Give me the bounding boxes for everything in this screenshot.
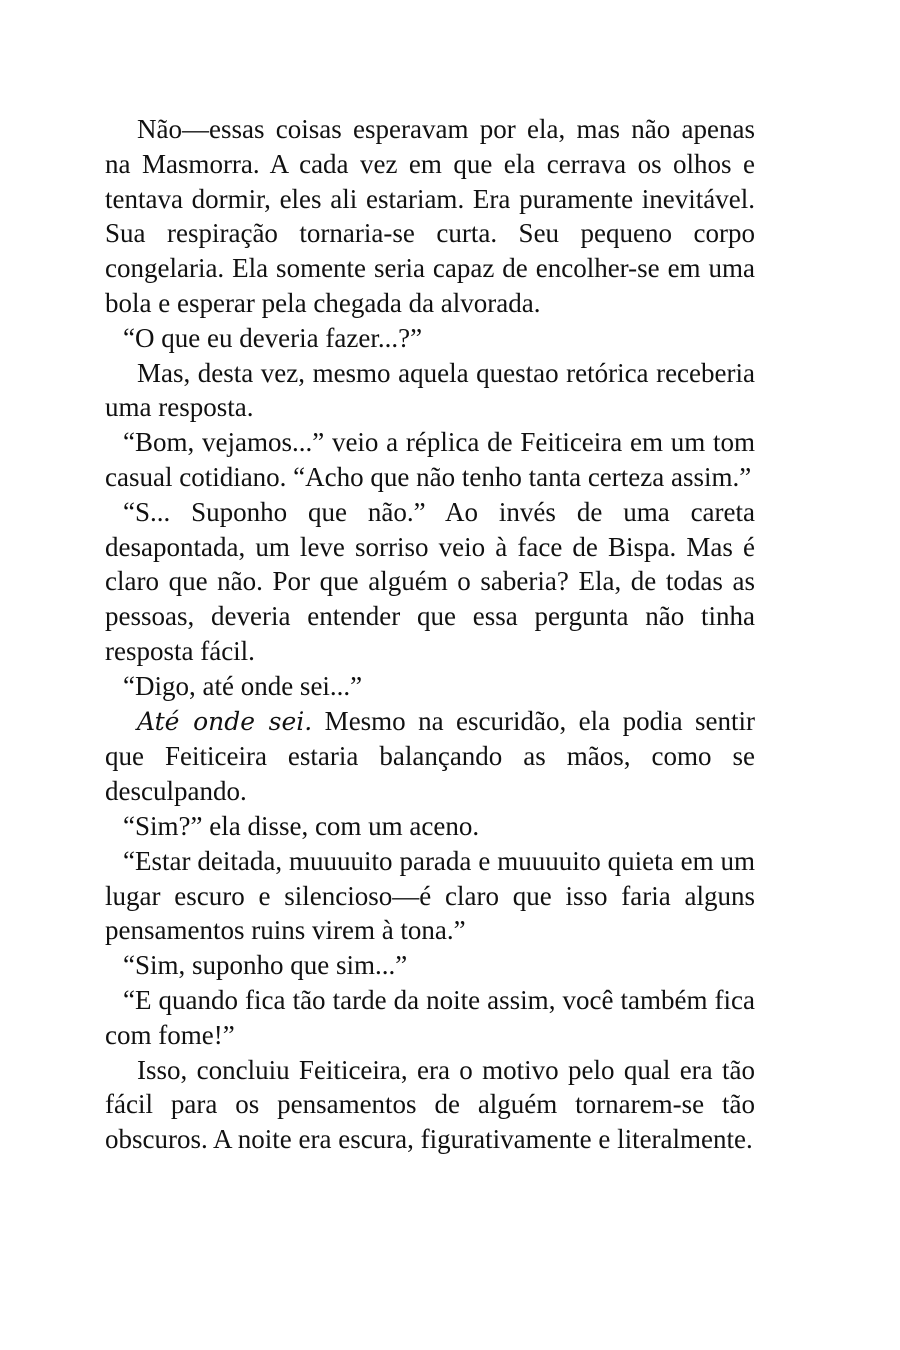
dialog-line: “O que eu deveria fazer...?” [123,322,423,353]
paragraph-with-italic-lead [105,704,755,809]
dialog-line: “Bom, vejamos...” veio a réplica de Feiticeira em um tom casual cotidiano. “Acho que não tenho tanta certeza assim.” [105,427,755,492]
dialog-line: “Digo, até onde sei...” [123,670,363,701]
dialog-line: “Sim, suponho que sim...” [123,950,408,981]
paragraph: Não—essas coisas esperavam por ela, mas não apenas na Masmorra. A cada vez em que ela cerrava os olhos e tentava dormir, eles ali estariam. Era puramente inevitável. Sua respiração tornaria-se curta. Seu pequeno corpo congelaria. Ela somente seria capaz de encolher-se em uma bola e esperar pela chegada da alvorada. [105,114,755,318]
dialog-line: “Sim?” ela disse, com um aceno. [123,810,480,841]
paragraph: Isso, concluiu Feiticeira, era o motivo pelo qual era tão fácil para os pensamentos de alguém tornarem-se tão obscuros. A noite era escura, figurativamente e literalmente. [105,1054,755,1155]
dialog-line: “Estar deitada, muuuuito parada e muuuuito quieta em um lugar escuro e silencioso—é claro que isso faria alguns pensamentos ruins virem à tona.” [105,845,755,946]
paragraph-text: Mesmo na escuridão, ela podia sentir que Feiticeira estaria balançando as mãos, como se desculpando. [105,705,755,807]
paragraph: Mas, desta vez, mesmo aquela questao retórica receberia uma resposta. [105,357,755,423]
dialog-line: “E quando fica tão tarde da noite assim, você também fica com fome!” [105,984,755,1050]
book-page-text [105,112,755,1157]
italic-emphasis: Até onde sei. [137,706,313,736]
dialog-line: “S... Suponho que não.” Ao invés de uma careta desapontada, um leve sorriso veio à face de Bispa. Mas é claro que não. Por que alguém o saberia? Ela, de todas as pessoas, deveria entender que essa pergunta não tinha resposta fácil. [105,496,755,666]
